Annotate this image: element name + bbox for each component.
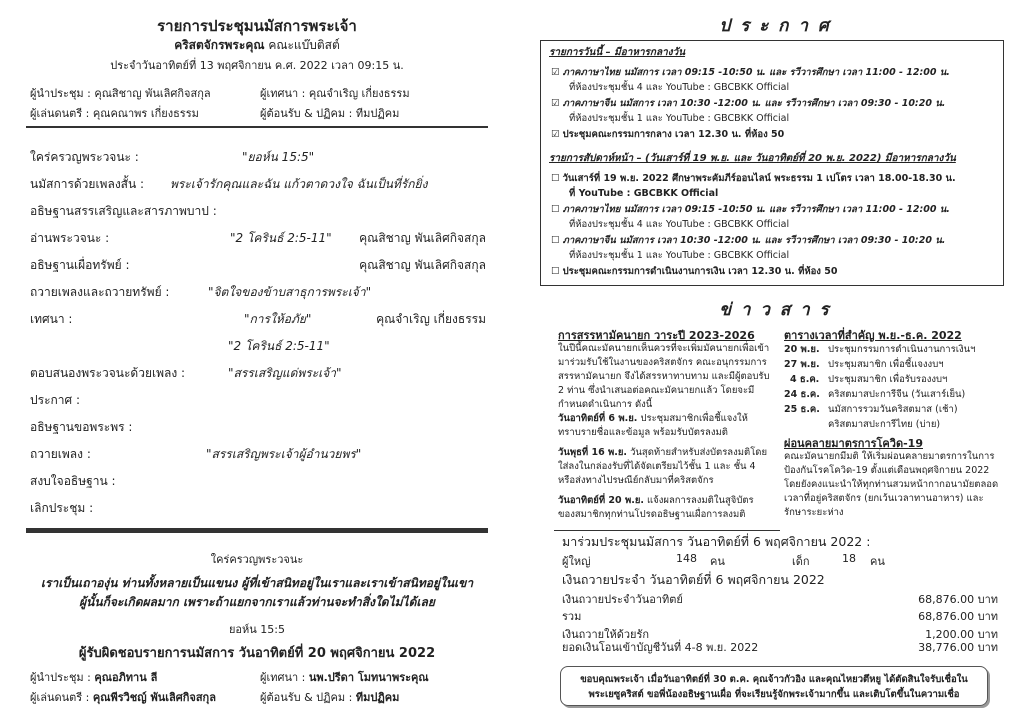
stats-rule xyxy=(554,530,780,531)
left-page xyxy=(22,0,492,725)
schedule-event: ประชุมสมาชิก เพื่อชี้แจงงบฯ xyxy=(828,359,944,370)
announce-title: ป ร ะ ก า ศ xyxy=(719,16,831,36)
church-name: คริสตจักรพระคุณ xyxy=(174,38,265,52)
meditation-heading: ใคร่ครวญพระวจนะ xyxy=(210,553,304,566)
schedule-event: นมัสการรวมวันคริสตมาส (เช้า) xyxy=(828,404,958,415)
next-leader: ผู้นำประชุม : คุณอภิทาน ลี xyxy=(30,671,158,684)
verse-line-1: เราเป็นเถาองุ่น ท่านทั้งหลายเป็นแขนง ผู้ที่เข้าสนิทอยู่ในเราและเราเข้าสนิทอยู่ในเขา xyxy=(40,576,474,590)
next-musician: ผู้เล่นดนตรี : คุณพีรวิชญ์ พันเลิศกิจสกุล xyxy=(30,691,216,704)
week-item-sub: ที่ห้องประชุมชั้น 1 และ YouTube : GBCBKK Official xyxy=(569,250,790,261)
order-row: อธิษฐานขอพระพร : xyxy=(30,420,133,434)
adults-label: ผู้ใหญ่ xyxy=(562,555,591,568)
election-step: วันพุธที่ 16 พ.ย. วันสุดท้ายสำหรับส่งบัตรลงมติโดยใส่ลงในกล่องรับที่ได้จัดเตรียมไว้ชั้น 1 และ ชั้น 4 หรือส่งทางไปรษณีย์กลับมาที่คริสตจักร xyxy=(558,447,768,486)
schedule-heading: ตารางเวลาที่สำคัญ พ.ย.-ธ.ค. 2022 xyxy=(784,329,962,342)
schedule-date: 27 พ.ย. xyxy=(784,359,820,370)
offering-amount: 1,200.00 บาท xyxy=(925,628,998,641)
checkbox-icon: ☑ xyxy=(551,98,560,109)
divider xyxy=(26,126,488,128)
offering-label: เงินถวายประจำวันอาทิตย์ xyxy=(562,593,683,606)
schedule-date: 4 ธ.ค. xyxy=(790,374,820,385)
order-row: เลิกประชุม : xyxy=(30,501,94,515)
church-suffix: คณะแบ๊บติสต์ xyxy=(268,38,340,52)
next-preacher: ผู้เทศนา : นพ.ปรีดา โมทนาพระคุณ xyxy=(260,671,429,684)
covid-heading: ผ่อนคลายมาตรการโควิด-19 xyxy=(784,437,923,450)
today-item: ☑ ภาคภาษาจีน นมัสการ เวลา 10:30 -12:00 น. และ รวีวารศึกษา เวลา 09:30 - 10:20 น. xyxy=(551,98,946,109)
schedule-date: 24 ธ.ค. xyxy=(784,389,820,400)
today-item-sub: ที่ห้องประชุมชั้น 1 และ YouTube : GBCBKK Official xyxy=(569,113,790,124)
adults-unit: คน xyxy=(710,555,725,568)
thanks-line-2: พระเยซูคริสต์ ขอพี่น้องอธิษฐานเผื่อ ที่จะเรียนรู้จักพระเจ้ามากขึ้น และเติบโตขึ้นในความเชื่อ xyxy=(588,689,960,700)
today-item: ☑ ภาคภาษาไทย นมัสการ เวลา 09:15 -10:50 น. และ รวีวารศึกษา เวลา 11:00 - 12:00 น. xyxy=(551,67,950,78)
election-paragraph: ในปีนี้คณะมัคนายกเห็นควรที่จะเพิ่มมัคนายกเพื่อเข้ามาร่วมรับใช้ในงานของคริสตจักร คณะอนุกรรมการสรรหามัคนายก จึงได้สรรหาทาบทาม และมีผู้ตอบรับ 2 ท่าน ซึ่งนำเสนอต่อคณะมัคนายกแล้ว โดยจะมีกำหนดดำเนินการ ดังนี้ xyxy=(558,343,770,410)
next-usher: ผู้ต้อนรับ & ปฏิคม : ทีมปฏิคม xyxy=(260,691,400,704)
role-usher: ผู้ต้อนรับ & ปฏิคม : ทีมปฏิคม xyxy=(260,107,400,120)
order-row: ถวายเพลงและถวายทรัพย์ : "จิตใจของข้าบสาธุการพระเจ้า" xyxy=(30,285,372,299)
week-item-sub: ที่ห้องประชุมชั้น 4 และ YouTube : GBCBKK Official xyxy=(569,219,790,230)
schedule-event: คริสตมาสปะการีจีน (วันเสาร์เย็น) xyxy=(828,389,966,400)
election-heading: การสรรหามัคนายก วาระปี 2023-2026 xyxy=(558,329,755,342)
checkbox-icon: ☐ xyxy=(551,204,560,215)
checkbox-icon: ☐ xyxy=(551,173,560,184)
church-line xyxy=(22,36,492,55)
checkbox-icon: ☑ xyxy=(551,129,560,140)
order-row: "2 โครินธ์ 2:5-11" xyxy=(228,339,330,353)
thanks-box xyxy=(560,666,988,706)
week-item: ☐ ประชุมคณะกรรมการดำเนินงานการเงิน เวลา 12.30 น. ที่ห้อง 50 xyxy=(551,266,838,277)
order-row: อธิษฐานเผื่อทรัพย์ : คุณสิชาญ พันเลิศกิจสกุล xyxy=(30,258,486,272)
order-row: ถวายเพลง : "สรรเสริญพระเจ้าผู้อำนวยพร" xyxy=(30,447,362,461)
page-title: รายการประชุมนมัสการพระเจ้า xyxy=(157,17,357,35)
order-row: อธิษฐานสรรเสริญและสารภาพบาป : xyxy=(30,204,217,218)
order-row: นมัสการด้วยเพลงสั้น : พระเจ้ารักคุณและฉัน แก้วตาดวงใจ ฉันเป็นที่รักยิ่ง xyxy=(30,177,428,191)
covid-paragraph: คณะมัคนายกมีมติ ให้เริ่มผ่อนคลายมาตรการในการป้องกันโรคโควิด-19 ตั้งแต่เดือนพฤศจิกายน 2022 โดยยังคงแนะนำให้ทุกท่านสวมหน้ากากอนามัยตลอดเวลาที่อยู่คริสตจักร (ยกเว้นเวลาทานอาหาร) และรักษาระยะห่าง xyxy=(784,451,999,518)
schedule-event: ประชุมกรรมการดำเนินงานการเงินฯ xyxy=(828,344,976,355)
order-row: อ่านพระวจนะ : "2 โครินธ์ 2:5-11" คุณสิชาญ พันเลิศกิจสกุล xyxy=(30,231,486,245)
order-of-service xyxy=(30,148,486,528)
order-row: เทศนา : "การให้อภัย" คุณจำเริญ เกี่ยงธรรม xyxy=(30,312,486,326)
week-heading: รายการสัปดาห์หน้า – (วันเสาร์ที่ 19 พ.ย. และ วันอาทิตย์ที่ 20 พ.ย. 2022) มีอาหารกลางวัน xyxy=(549,153,956,164)
kids-label: เด็ก xyxy=(792,555,810,568)
checkbox-icon: ☐ xyxy=(551,235,560,246)
offering-amount: 38,776.00 บาท xyxy=(918,641,998,654)
verse-reference: ยอห์น 15:5 xyxy=(228,623,286,636)
offering-label: ยอดเงินโอนเข้าบัญชีวันที่ 4-8 พ.ย. 2022 xyxy=(562,641,759,654)
order-row: สงบใจอธิษฐาน : xyxy=(30,474,116,488)
week-item: ☐ ภาคภาษาไทย นมัสการ เวลา 09:15 -10:50 น. และ รวีวารศึกษา เวลา 11:00 - 12:00 น. xyxy=(551,204,950,215)
role-preacher: ผู้เทศนา : คุณจำเริญ เกี่ยงธรรม xyxy=(260,87,410,100)
offering-heading: เงินถวายประจำ วันอาทิตย์ที่ 6 พฤศจิกายน 2022 xyxy=(562,572,825,587)
date-line: ประจำวันอาทิตย์ที่ 13 พฤศจิกายน ค.ศ. 2022 เวลา 09:15 น. xyxy=(110,59,404,72)
week-item: ☐ ภาคภาษาจีน นมัสการ เวลา 10:30 -12:00 น. และ รวีวารศึกษา เวลา 09:30 - 10:20 น. xyxy=(551,235,946,246)
today-heading: รายการวันนี้ – มีอาหารกลางวัน xyxy=(549,47,686,58)
offering-label: เงินถวายให้ด้วยรัก xyxy=(562,628,650,641)
election-step: วันอาทิตย์ที่ 6 พ.ย. ประชุมสมาชิกเพื่อชี้แจงให้ทราบรายชื่อและข้อมูล พร้อมรับบัตรลงมติ xyxy=(558,413,748,438)
schedule-date: 20 พ.ย. xyxy=(784,344,820,355)
today-item: ☑ ประชุมคณะกรรมการกลาง เวลา 12.30 น. ที่ห้อง 50 xyxy=(551,129,785,140)
kids-unit: คน xyxy=(870,555,885,568)
thanks-line-1: ขอบคุณพระเจ้า เมื่อวันอาทิตย์ที่ 30 ต.ค. คุณจ้าวกัวอิง และคุณไหยวตึหยู ได้ตัดสินใจรับเชื่อใน xyxy=(580,674,968,685)
role-musician: ผู้เล่นดนตรี : คุณคณาพร เกี่ยงธรรม xyxy=(30,107,199,120)
thick-divider xyxy=(26,528,488,533)
announce-box xyxy=(540,40,1004,286)
order-row: ประกาศ : xyxy=(30,393,80,407)
offering-amount: 68,876.00 บาท xyxy=(918,593,998,606)
schedule-event: ประชุมสมาชิก เพื่อรับรองงบฯ xyxy=(828,374,948,385)
checkbox-icon: ☐ xyxy=(551,266,560,277)
kids-value: 18 xyxy=(842,552,856,565)
checkbox-icon: ☑ xyxy=(551,67,560,78)
offering-amount: 68,876.00 บาท xyxy=(918,610,998,623)
offering-label: รวม xyxy=(562,610,582,623)
week-item: ☐ วันเสาร์ที่ 19 พ.ย. 2022 ศึกษาพระคัมภีร์ออนไลน์ พระธรรม 1 เปโตร เวลา 18.00-18.30 น. xyxy=(551,173,956,184)
news-title: ข่ า ว ส า ร xyxy=(719,300,831,320)
schedule-list xyxy=(784,342,1006,438)
adults-value: 148 xyxy=(676,552,697,565)
election-step: วันอาทิตย์ที่ 20 พ.ย. แจ้งผลการลงมติในสูจิบัตรของสมาชิกทุกท่านโปรดอธิษฐานเผื่อการลงมติ xyxy=(558,495,754,520)
role-leader: ผู้นำประชุม : คุณสิชาญ พันเลิศกิจสกุล xyxy=(30,87,211,100)
schedule-date: 25 ธ.ค. xyxy=(784,404,820,415)
week-item-sub: ที่ YouTube : GBCBKK Official xyxy=(569,188,719,199)
order-row: ตอบสนองพระวจนะด้วยเพลง : "สรรเสริญแด่พระเจ้า" xyxy=(30,366,342,380)
today-item-sub: ที่ห้องประชุมชั้น 4 และ YouTube : GBCBKK Official xyxy=(569,82,790,93)
verse-line-2: ผู้นั้นก็จะเกิดผลมาก เพราะถ้าแยกจากเราแล้วท่านจะทำสิ่งใดไม่ได้เลย xyxy=(79,595,435,609)
order-row: ใคร่ครวญพระวจนะ : "ยอห์น 15:5" xyxy=(30,150,315,164)
next-week-heading: ผู้รับผิดชอบรายการนมัสการ วันอาทิตย์ที่ 20 พฤศจิกายน 2022 xyxy=(78,646,436,661)
attendance-heading: มาร่วมประชุมนมัสการ วันอาทิตย์ที่ 6 พฤศจิกายน 2022 : xyxy=(562,534,871,549)
right-page xyxy=(540,0,1010,725)
schedule-event: คริสตมาสปะการีไทย (บ่าย) xyxy=(828,419,941,430)
